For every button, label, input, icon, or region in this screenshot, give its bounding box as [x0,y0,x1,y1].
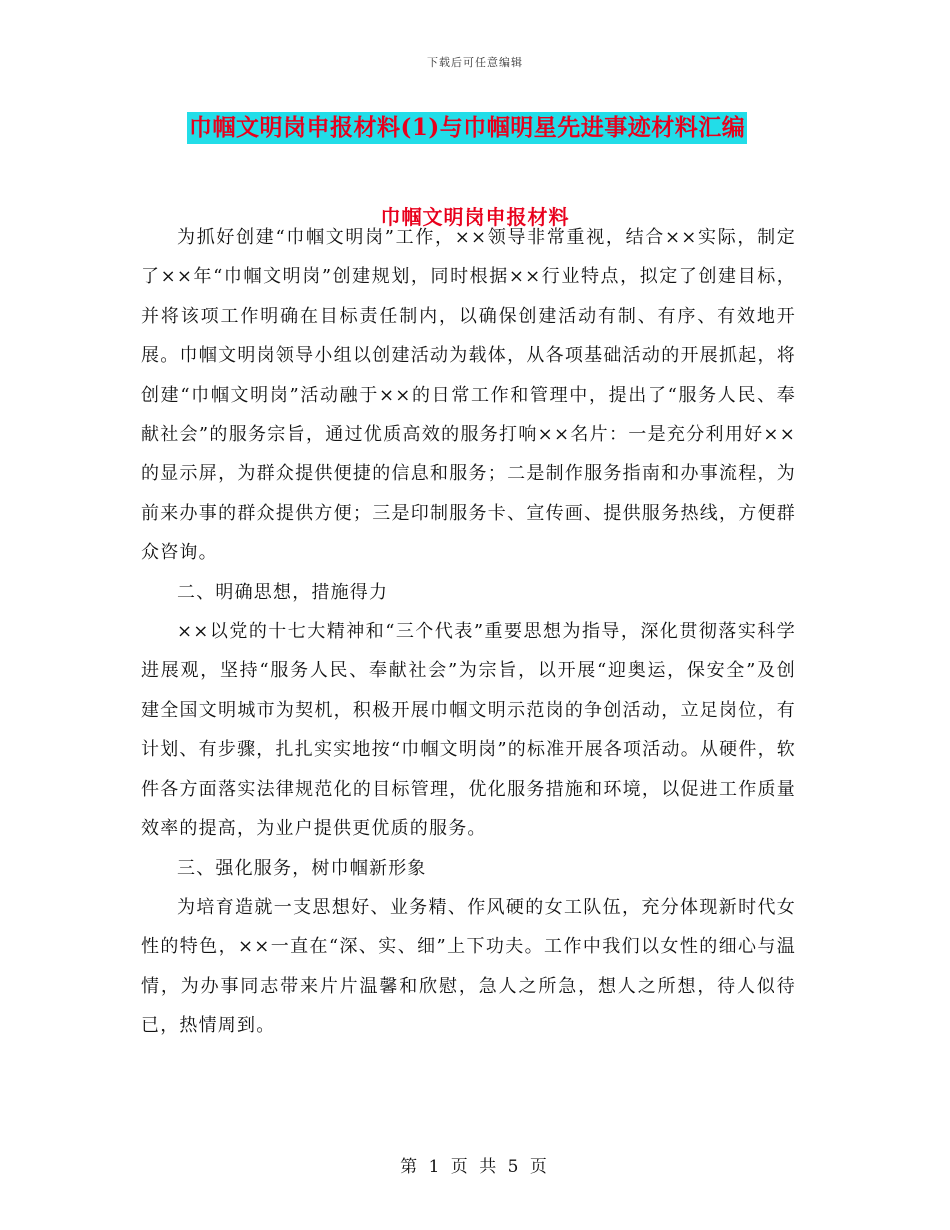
paragraph-section-2: ××以党的十七大精神和“三个代表”重要思想为指导，深化贯彻落实科学进展观，坚持“服务人民、奉献社会”为宗旨，以开展“迎奥运，保安全”及创建全国文明城市为契机，积极开展巾帼文明示范岗的争创活动，立足岗位，有计划、有步骤，扎扎实实地按“巾帼文明岗”的标准开展各项活动。从硬件，软件各方面落实法律规范化的目标管理，优化服务措施和环境，以促进工作质量效率的提高，为业户提供更优质的服务。 [141,621,796,840]
heading-section-3: 三、强化服务，树巾帼新形象 [177,857,427,879]
paragraph-section-3: 为培育造就一支思想好、业务精、作风硬的女工队伍，充分体现新时代女性的特色，××一直在“深、实、细”上下功夫。工作中我们以女性的细心与温情，为办事同志带来片片温馨和欣慰，急人之所急，想人之所想，待人似待已，热情周到。 [141,896,796,1037]
document-title: 巾帼文明岗申报材料(1)与巾帼明星先进事迹材料汇编 [187,112,747,144]
heading-section-2: 二、明确思想，措施得力 [177,581,389,603]
section-title: 巾帼文明岗申报材料 [380,205,570,229]
document-body [141,218,796,1046]
paragraph-intro: 为抓好创建“巾帼文明岗”工作，××领导非常重视，结合××实际，制定了××年“巾帼文明岗”创建规划，同时根据××行业特点，拟定了创建目标，并将该项工作明确在目标责任制内，以确保创建活动有制、有序、有效地开展。巾帼文明岗领导小组以创建活动为载体，从各项基础活动的开展抓起，将创建“巾帼文明岗”活动融于××的日常工作和管理中，提出了“服务人民、奉献社会”的服务宗旨，通过优质高效的服务打响××名片：一是充分利用好××的显示屏，为群众提供便捷的信息和服务；二是制作服务指南和办事流程，为前来办事的群众提供方便；三是印制服务卡、宣传画、提供服务热线，方便群众咨询。 [141,227,796,564]
document-title-container [187,112,807,144]
header-note: 下载后可任意编辑 [427,56,523,69]
page-number: 第 1 页 共 5 页 [400,1157,550,1177]
